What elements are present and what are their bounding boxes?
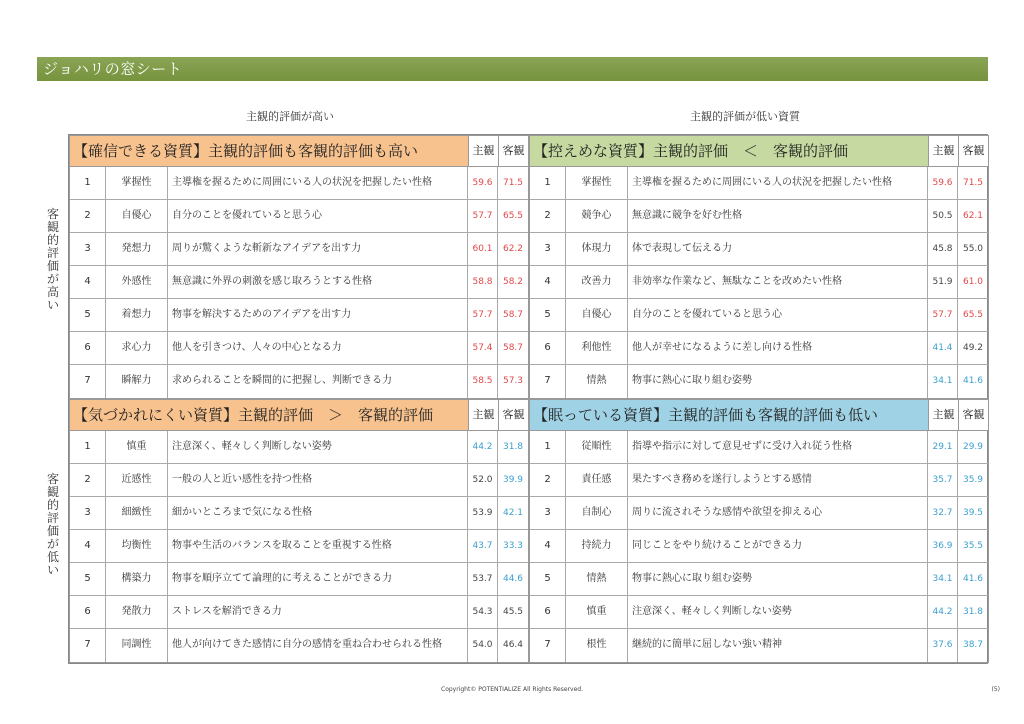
trait-description: 同じことをやり続けることができる力 — [628, 530, 928, 562]
trait-name: 自優心 — [566, 299, 628, 331]
obj-score: 46.4 — [502, 640, 524, 650]
table-row — [530, 629, 988, 662]
obj-score: 35.9 — [962, 475, 984, 485]
page-number: (5) — [991, 686, 1000, 693]
table-row — [70, 596, 528, 629]
trait-description: 主導権を握るために周囲にいる人の状況を把握したい性格 — [628, 167, 928, 199]
table-row — [70, 299, 528, 332]
row-number: 2 — [530, 464, 566, 496]
trait-name: 求心力 — [106, 332, 168, 364]
obj-col-label: 客観 — [958, 400, 988, 430]
obj-score: 35.5 — [962, 541, 984, 551]
trait-description: 細かいところまで気になる性格 — [168, 497, 468, 529]
trait-description: 自分のことを優れていると思う心 — [168, 200, 468, 232]
row-number: 2 — [70, 464, 106, 496]
trait-description: 他人を引きつけ、人々の中心となる力 — [168, 332, 468, 364]
trait-description: 注意深く、軽々しく判断しない姿勢 — [168, 431, 468, 463]
quadrant-unnoticed — [69, 399, 529, 663]
obj-col-label: 客観 — [498, 136, 528, 166]
subj-score: 29.1 — [928, 431, 958, 463]
table-row — [70, 365, 528, 398]
obj-score: 62.1 — [962, 211, 984, 221]
quadrant-header — [70, 136, 528, 167]
subj-score: 57.7 — [928, 299, 958, 331]
trait-name: 持続力 — [566, 530, 628, 562]
row-number: 5 — [70, 563, 106, 595]
row-number: 7 — [70, 365, 106, 398]
quadrant-header — [530, 136, 988, 167]
trait-name: 瞬解力 — [106, 365, 168, 398]
trait-description: 継続的に簡単に屈しない強い精神 — [628, 629, 928, 662]
subj-score: 57.7 — [468, 299, 498, 331]
table-row — [70, 167, 528, 200]
obj-score: 61.0 — [962, 277, 984, 287]
row-number: 5 — [530, 563, 566, 595]
trait-description: 非効率な作業など、無駄なことを改めたい性格 — [628, 266, 928, 298]
subj-score: 43.7 — [468, 530, 498, 562]
trait-description: 周りに流されそうな感情や欲望を抑える心 — [628, 497, 928, 529]
trait-description: 他人が幸せになるように差し向ける性格 — [628, 332, 928, 364]
obj-score: 55.0 — [962, 244, 984, 254]
obj-score: 58.2 — [502, 277, 524, 287]
subj-score: 45.8 — [928, 233, 958, 265]
subj-score: 34.1 — [928, 563, 958, 595]
row-number: 3 — [530, 497, 566, 529]
row-number: 4 — [530, 530, 566, 562]
table-row — [70, 332, 528, 365]
quadrant-title: 【確信できる資質】主観的評価も客観的評価も高い — [70, 136, 468, 166]
trait-name: 近感性 — [106, 464, 168, 496]
subj-score: 52.0 — [468, 464, 498, 496]
subj-score: 54.0 — [468, 629, 498, 662]
subj-score: 44.2 — [468, 431, 498, 463]
subj-score: 59.6 — [468, 167, 498, 199]
trait-description: 無意識に競争を好む性格 — [628, 200, 928, 232]
table-row — [530, 497, 988, 530]
row-number: 5 — [530, 299, 566, 331]
trait-name: 改善力 — [566, 266, 628, 298]
trait-name: 慎重 — [106, 431, 168, 463]
trait-name: 掌握性 — [106, 167, 168, 199]
copyright: Copyright© POTENTIALIZE All Rights Reserved. — [441, 686, 583, 693]
trait-description: 果たすべき務めを遂行しようとする感情 — [628, 464, 928, 496]
obj-score: 45.5 — [502, 607, 524, 617]
quadrant-dormant — [529, 399, 989, 663]
table-row — [530, 563, 988, 596]
quadrant-title: 【控えめな資質】主観的評価 ＜ 客観的評価 — [530, 136, 928, 166]
table-row — [70, 530, 528, 563]
row-number: 1 — [530, 431, 566, 463]
trait-name: 発散力 — [106, 596, 168, 628]
row-number: 7 — [530, 365, 566, 398]
row-number: 1 — [70, 167, 106, 199]
subj-score: 57.4 — [468, 332, 498, 364]
subj-score: 53.9 — [468, 497, 498, 529]
row-number: 6 — [70, 332, 106, 364]
trait-name: 外感性 — [106, 266, 168, 298]
row-number: 3 — [530, 233, 566, 265]
table-row — [530, 464, 988, 497]
johari-grid — [68, 134, 988, 664]
table-row — [70, 464, 528, 497]
table-row — [70, 431, 528, 464]
table-row — [530, 365, 988, 398]
trait-description: 物事に熱心に取り組む姿勢 — [628, 365, 928, 398]
obj-score: 39.5 — [962, 508, 984, 518]
row-number: 6 — [530, 332, 566, 364]
obj-score: 49.2 — [962, 343, 984, 353]
quadrant-title: 【気づかれにくい資質】主観的評価 ＞ 客観的評価 — [70, 400, 468, 430]
row-number: 3 — [70, 233, 106, 265]
row-number: 6 — [70, 596, 106, 628]
row-number: 3 — [70, 497, 106, 529]
subj-score: 58.8 — [468, 266, 498, 298]
trait-name: 利他性 — [566, 332, 628, 364]
subj-col-label: 主観 — [468, 400, 498, 430]
obj-score: 71.5 — [502, 178, 524, 188]
col-header-high: 主観的評価が高い — [246, 110, 334, 123]
obj-score: 41.6 — [962, 376, 984, 386]
obj-score: 65.5 — [962, 310, 984, 320]
subj-score: 34.1 — [928, 365, 958, 398]
subj-score: 57.7 — [468, 200, 498, 232]
trait-name: 慎重 — [566, 596, 628, 628]
trait-description: 他人が向けてきた感情に自分の感情を重ね合わせられる性格 — [168, 629, 468, 662]
trait-name: 着想力 — [106, 299, 168, 331]
quadrant-modest — [529, 135, 989, 399]
obj-score: 41.6 — [962, 574, 984, 584]
trait-description: 周りが驚くような斬新なアイデアを出す力 — [168, 233, 468, 265]
subj-score: 36.9 — [928, 530, 958, 562]
trait-name: 細緻性 — [106, 497, 168, 529]
trait-description: 注意深く、軽々しく判断しない姿勢 — [628, 596, 928, 628]
subj-col-label: 主観 — [468, 136, 498, 166]
subj-score: 44.2 — [928, 596, 958, 628]
table-row — [530, 233, 988, 266]
trait-description: ストレスを解消できる力 — [168, 596, 468, 628]
obj-score: 62.2 — [502, 244, 524, 254]
row-number: 4 — [530, 266, 566, 298]
table-row — [70, 629, 528, 662]
obj-col-label: 客観 — [498, 400, 528, 430]
row-number: 4 — [70, 530, 106, 562]
trait-name: 情熱 — [566, 365, 628, 398]
table-row — [530, 332, 988, 365]
table-row — [70, 266, 528, 299]
trait-description: 指導や指示に対して意見せずに受け入れ従う性格 — [628, 431, 928, 463]
trait-name: 発想力 — [106, 233, 168, 265]
table-row — [530, 299, 988, 332]
trait-description: 求められることを瞬間的に把握し、判断できる力 — [168, 365, 468, 398]
trait-description: 物事に熱心に取り組む姿勢 — [628, 563, 928, 595]
subj-score: 35.7 — [928, 464, 958, 496]
obj-score: 29.9 — [962, 442, 984, 452]
table-row — [530, 266, 988, 299]
trait-name: 根性 — [566, 629, 628, 662]
subj-score: 53.7 — [468, 563, 498, 595]
row-number: 1 — [530, 167, 566, 199]
subj-score: 58.5 — [468, 365, 498, 398]
trait-name: 情熱 — [566, 563, 628, 595]
trait-description: 体で表現して伝える力 — [628, 233, 928, 265]
subj-score: 50.5 — [928, 200, 958, 232]
table-row — [70, 497, 528, 530]
trait-name: 従順性 — [566, 431, 628, 463]
page-title: ジョハリの窓シート — [37, 57, 988, 81]
trait-name: 均衡性 — [106, 530, 168, 562]
table-row — [530, 431, 988, 464]
obj-score: 31.8 — [502, 442, 524, 452]
row-number: 6 — [530, 596, 566, 628]
obj-score: 42.1 — [502, 508, 524, 518]
subj-score: 54.3 — [468, 596, 498, 628]
col-header-low: 主観的評価が低い資質 — [690, 110, 800, 123]
table-row — [70, 563, 528, 596]
row-number: 7 — [70, 629, 106, 662]
table-row — [70, 233, 528, 266]
table-row — [530, 596, 988, 629]
row-number: 2 — [70, 200, 106, 232]
subj-score: 32.7 — [928, 497, 958, 529]
table-row — [530, 530, 988, 563]
trait-name: 競争心 — [566, 200, 628, 232]
trait-name: 体現力 — [566, 233, 628, 265]
table-row — [530, 200, 988, 233]
trait-description: 主導権を握るために周囲にいる人の状況を把握したい性格 — [168, 167, 468, 199]
trait-name: 掌握性 — [566, 167, 628, 199]
trait-description: 物事や生活のバランスを取ることを重視する性格 — [168, 530, 468, 562]
obj-score: 58.7 — [502, 343, 524, 353]
trait-description: 無意識に外界の刺激を感じ取ろうとする性格 — [168, 266, 468, 298]
trait-name: 自優心 — [106, 200, 168, 232]
row-number: 7 — [530, 629, 566, 662]
trait-description: 物事を順序立てて論理的に考えることができる力 — [168, 563, 468, 595]
trait-name: 責任感 — [566, 464, 628, 496]
obj-score: 44.6 — [502, 574, 524, 584]
trait-description: 一般の人と近い感性を持つ性格 — [168, 464, 468, 496]
table-row — [70, 200, 528, 233]
subj-col-label: 主観 — [928, 136, 958, 166]
subj-score: 37.6 — [928, 629, 958, 662]
obj-score: 65.5 — [502, 211, 524, 221]
obj-score: 58.7 — [502, 310, 524, 320]
obj-score: 39.9 — [502, 475, 524, 485]
quadrant-confident — [69, 135, 529, 399]
trait-description: 物事を解決するためのアイデアを出す力 — [168, 299, 468, 331]
obj-score: 33.3 — [502, 541, 524, 551]
trait-description: 自分のことを優れていると思う心 — [628, 299, 928, 331]
trait-name: 自制心 — [566, 497, 628, 529]
row-number: 5 — [70, 299, 106, 331]
table-row — [530, 167, 988, 200]
obj-score: 31.8 — [962, 607, 984, 617]
quadrant-header — [70, 400, 528, 431]
subj-score: 41.4 — [928, 332, 958, 364]
row-number: 1 — [70, 431, 106, 463]
row-header-high: 客観的評価が高い — [46, 207, 59, 312]
subj-score: 59.6 — [928, 167, 958, 199]
trait-name: 同調性 — [106, 629, 168, 662]
quadrant-header — [530, 400, 988, 431]
row-header-low: 客観的評価が低い — [46, 472, 59, 577]
obj-score: 57.3 — [502, 376, 524, 386]
obj-score: 38.7 — [962, 640, 984, 650]
obj-col-label: 客観 — [958, 136, 988, 166]
obj-score: 71.5 — [962, 178, 984, 188]
trait-name: 構築力 — [106, 563, 168, 595]
subj-col-label: 主観 — [928, 400, 958, 430]
subj-score: 51.9 — [928, 266, 958, 298]
subj-score: 60.1 — [468, 233, 498, 265]
row-number: 4 — [70, 266, 106, 298]
row-number: 2 — [530, 200, 566, 232]
quadrant-title: 【眠っている資質】主観的評価も客観的評価も低い — [530, 400, 928, 430]
